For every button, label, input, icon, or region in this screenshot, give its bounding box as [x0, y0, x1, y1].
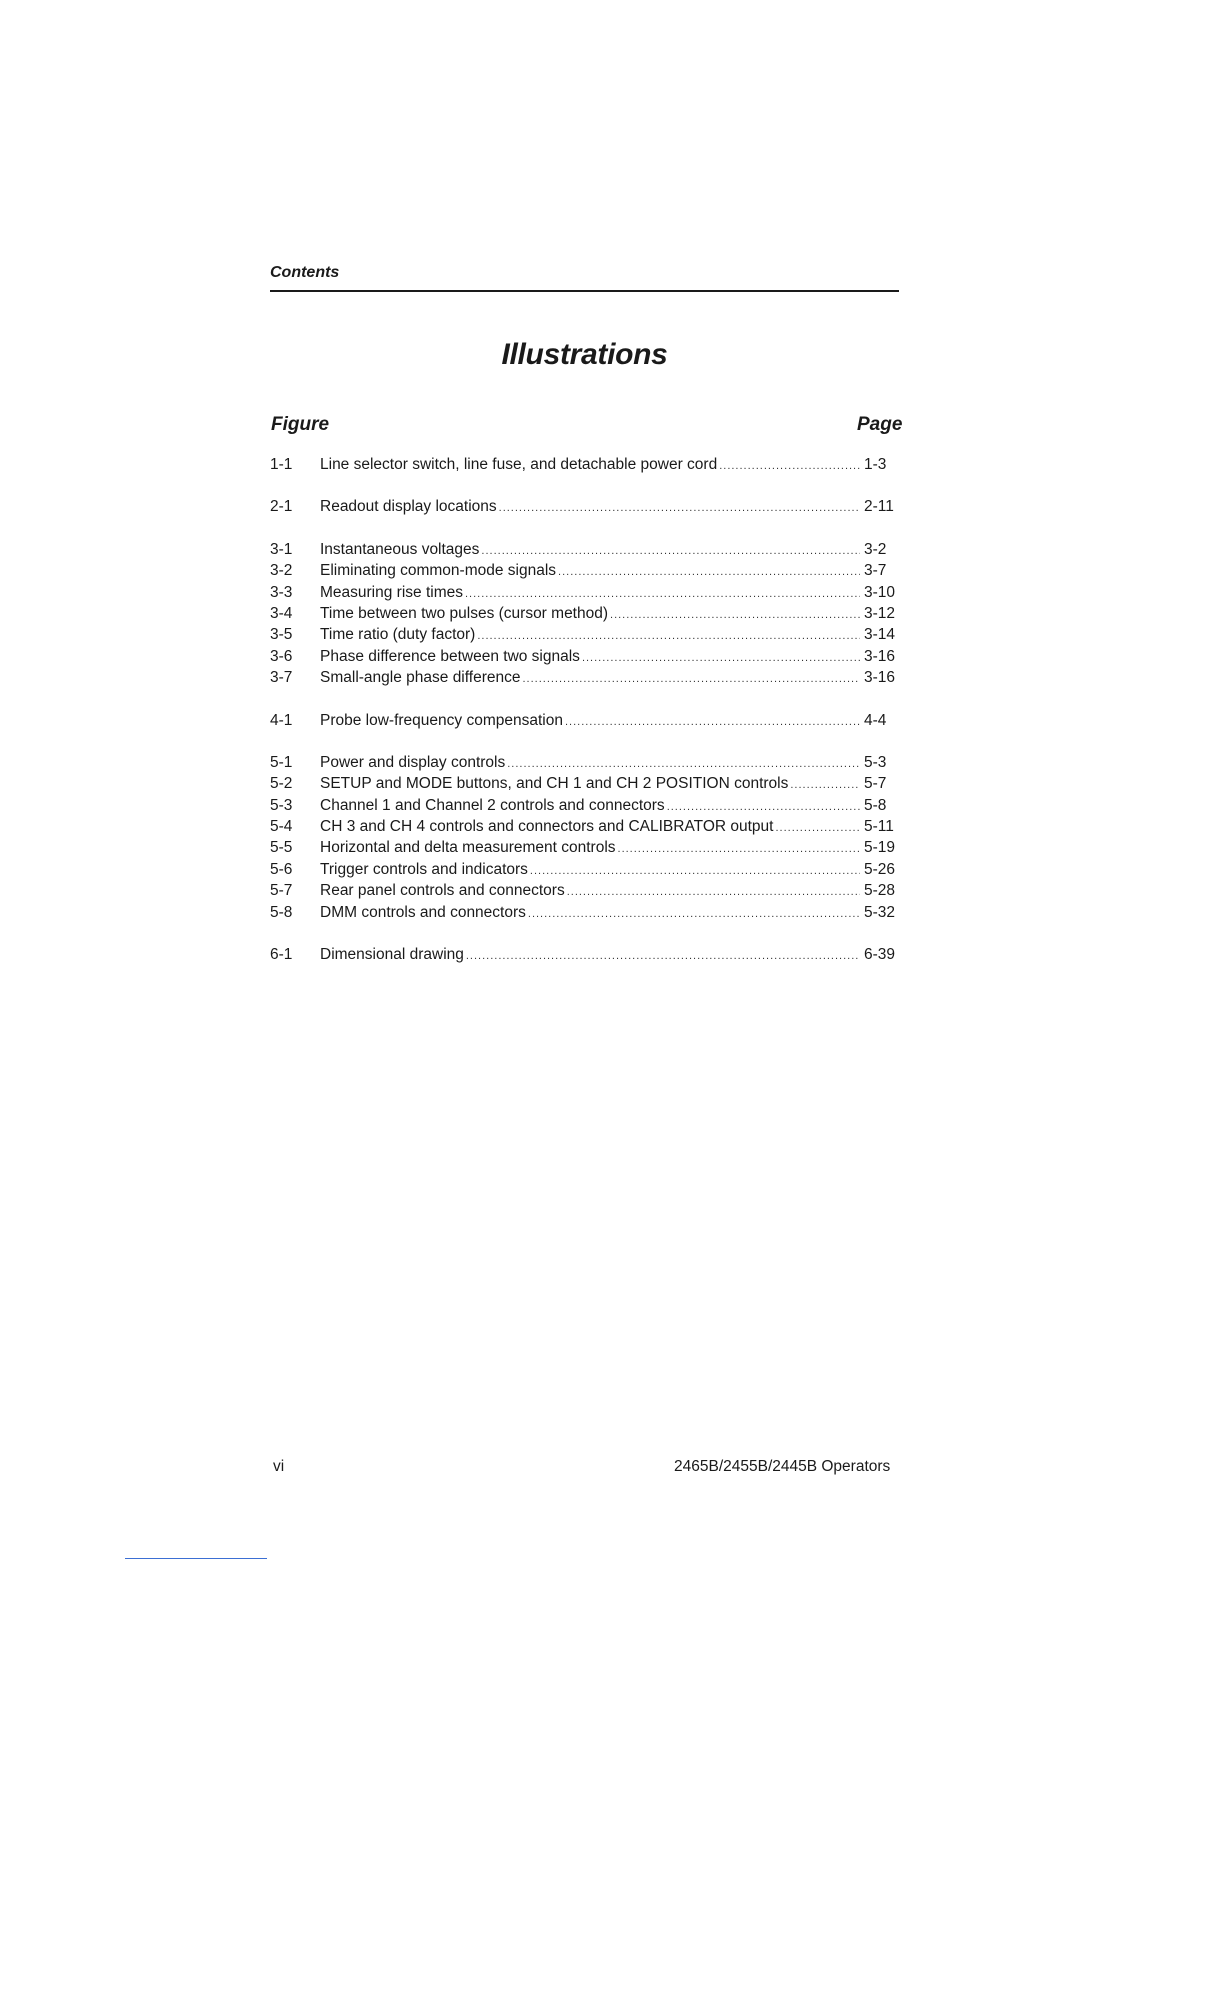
dot-leader [477, 626, 860, 647]
toc-entry[interactable] [270, 752, 898, 773]
page-reference: 3-12 [864, 604, 896, 622]
toc-entry[interactable] [270, 539, 898, 560]
figure-number: 6-1 [270, 946, 293, 964]
dot-leader [528, 904, 860, 925]
page-reference: 5-19 [864, 839, 896, 857]
page-reference: 3-14 [864, 626, 896, 644]
toc-entry[interactable] [270, 582, 898, 603]
figure-number: 3-2 [270, 562, 293, 580]
toc-entry[interactable] [270, 859, 898, 880]
toc-entry[interactable] [270, 646, 898, 667]
figure-title: SETUP and MODE buttons, and CH 1 and CH 2 POSITION controls [320, 775, 789, 793]
toc-entry[interactable] [270, 795, 898, 816]
page-column-heading: Page [857, 414, 903, 435]
dot-leader [582, 648, 860, 669]
toc-entry[interactable] [270, 880, 898, 901]
figure-number: 3-4 [270, 604, 293, 622]
dot-leader [507, 754, 860, 775]
dot-leader [618, 839, 860, 860]
figure-title: Measuring rise times [320, 583, 463, 601]
page-reference: 3-16 [864, 669, 896, 687]
dot-leader [610, 605, 860, 626]
figure-title: Eliminating common-mode signals [320, 562, 557, 580]
figure-title: Probe low-frequency compensation [320, 711, 563, 729]
figure-title: Small-angle phase difference [320, 669, 521, 687]
toc-entry[interactable] [270, 454, 898, 475]
dot-leader [466, 946, 860, 967]
header-rule [270, 290, 899, 292]
dot-leader [775, 818, 860, 839]
figure-number: 2-1 [270, 498, 293, 516]
figure-number: 1-1 [270, 456, 293, 473]
figure-title: Time between two pulses (cursor method) [320, 604, 609, 622]
figure-title: CH 3 and CH 4 controls and connectors and CALIBRATOR output [320, 818, 774, 836]
page-reference: 3-7 [864, 562, 887, 580]
dot-leader [719, 456, 860, 477]
dot-leader [565, 712, 860, 733]
toc-entry[interactable] [270, 773, 898, 794]
dot-leader [522, 669, 860, 690]
figure-number: 3-3 [270, 583, 293, 601]
figure-number: 5-2 [270, 775, 293, 793]
footer-rule [125, 1558, 267, 1559]
illustrations-list [270, 454, 898, 986]
figure-number: 5-5 [270, 839, 293, 857]
page-reference: 5-11 [864, 818, 894, 836]
figure-group [270, 944, 898, 965]
figure-title: Time ratio (duty factor) [320, 626, 476, 644]
figure-group [270, 710, 898, 731]
toc-entry[interactable] [270, 624, 898, 645]
toc-entry[interactable] [270, 496, 898, 517]
toc-entry[interactable] [270, 944, 898, 965]
figure-number: 5-4 [270, 818, 293, 836]
toc-entry[interactable] [270, 816, 898, 837]
page-reference: 3-16 [864, 647, 896, 665]
figure-title: DMM controls and connectors [320, 903, 526, 921]
page-reference: 5-28 [864, 882, 896, 900]
page-reference: 6-39 [864, 946, 896, 964]
page-reference: 3-2 [864, 540, 887, 558]
page-reference: 5-26 [864, 860, 896, 878]
toc-entry[interactable] [270, 710, 898, 731]
page-reference: 5-32 [864, 903, 896, 921]
page-reference: 5-3 [864, 753, 887, 771]
figure-number: 4-1 [270, 711, 293, 729]
figure-number: 3-1 [270, 540, 293, 558]
figure-number: 5-6 [270, 860, 293, 878]
page-reference: 1-3 [864, 456, 887, 473]
figure-title: Rear panel controls and connectors [320, 882, 565, 900]
toc-entry[interactable] [270, 902, 898, 923]
running-head: Contents [270, 264, 340, 281]
figure-group [270, 752, 898, 923]
dot-leader [558, 562, 860, 583]
page-title: Illustrations [501, 338, 668, 371]
figure-title: Horizontal and delta measurement controls [320, 839, 616, 857]
toc-entry[interactable] [270, 603, 898, 624]
page-reference: 4-4 [864, 711, 887, 729]
figure-number: 5-8 [270, 903, 293, 921]
figure-title: Readout display locations [320, 498, 497, 516]
page-reference: 5-7 [864, 775, 887, 793]
toc-entry[interactable] [270, 560, 898, 581]
figure-title: Instantaneous voltages [320, 540, 480, 558]
manual-title: 2465B/2455B/2445B Operators [674, 1458, 891, 1475]
figure-title: Dimensional drawing [320, 946, 464, 964]
toc-entry[interactable] [270, 837, 898, 858]
page-reference: 3-10 [864, 583, 896, 601]
page-reference: 2-11 [864, 498, 894, 516]
figure-group [270, 496, 898, 517]
figure-title: Channel 1 and Channel 2 controls and connectors [320, 796, 665, 814]
figure-number: 5-7 [270, 882, 293, 900]
dot-leader [481, 541, 860, 562]
figure-group [270, 539, 898, 689]
dot-leader [790, 775, 860, 796]
dot-leader [567, 882, 860, 903]
figure-group [270, 454, 898, 475]
figure-column-heading: Figure [271, 414, 330, 435]
figure-title: Trigger controls and indicators [320, 860, 528, 878]
page-reference: 5-8 [864, 796, 887, 814]
toc-entry[interactable] [270, 667, 898, 688]
figure-number: 5-3 [270, 796, 293, 814]
figure-title: Power and display controls [320, 753, 506, 771]
figure-number: 3-7 [270, 669, 293, 687]
dot-leader [530, 861, 860, 882]
figure-number: 3-5 [270, 626, 293, 644]
dot-leader [499, 498, 860, 519]
figure-number: 5-1 [270, 753, 293, 771]
dot-leader [465, 584, 860, 605]
page-number: vi [273, 1458, 285, 1475]
dot-leader [667, 797, 860, 818]
figure-title: Line selector switch, line fuse, and detachable power cord [320, 456, 718, 473]
figure-number: 3-6 [270, 647, 293, 665]
figure-title: Phase difference between two signals [320, 647, 580, 665]
